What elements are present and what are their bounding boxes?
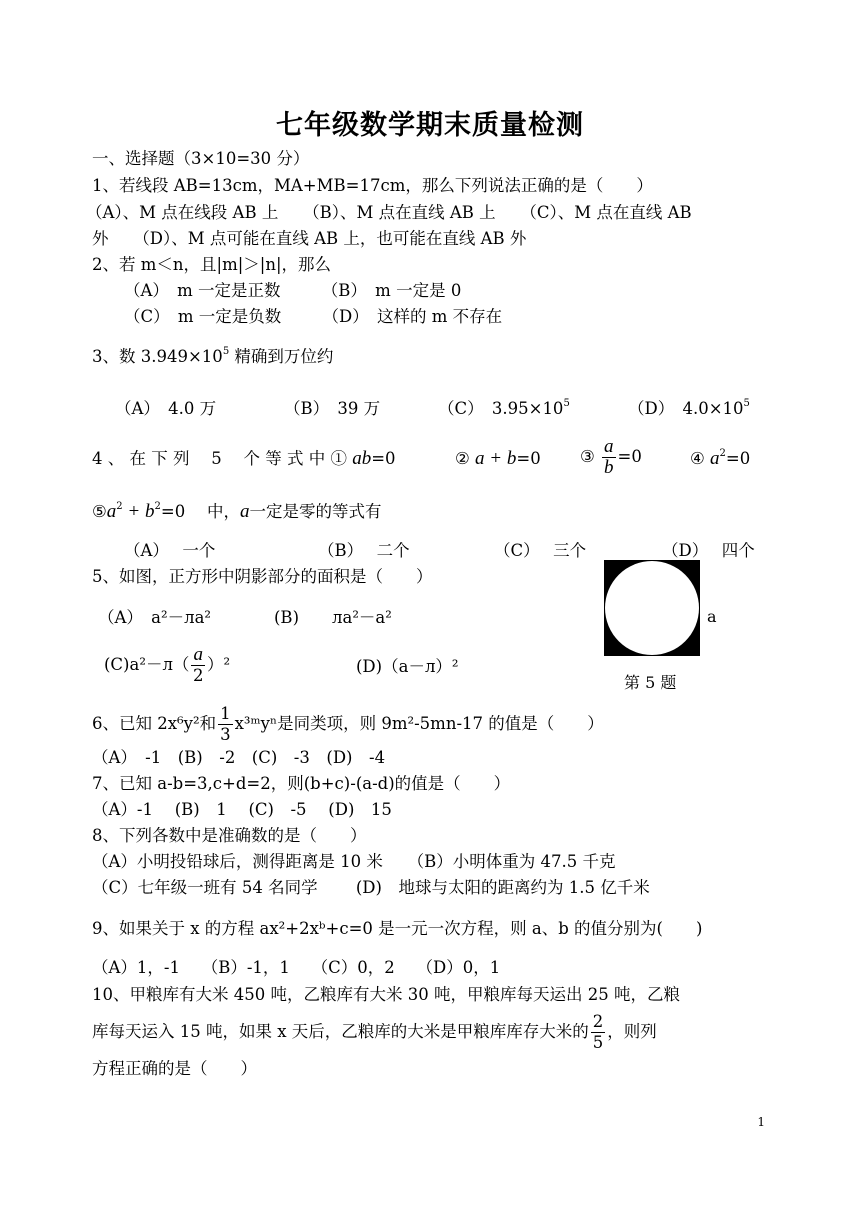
q9-stem: 9、如果关于 x 的方程 ax²+2xᵇ+c=0 是一元一次方程，则 a、b 的值分别为( )	[92, 919, 703, 938]
q3-stem: 3、数 $3.949\times 10^5$ 精确到万位约	[92, 346, 334, 366]
q5-option-c: (C)a²－л（ $\frac{a}{2}$ ）²	[104, 644, 231, 685]
q4-eq2: ② a + b=0	[455, 448, 541, 469]
q5-side-label: a	[707, 607, 717, 626]
q3-option-a: （A） 4.0 万	[115, 399, 217, 418]
q2-options-row2: （C） m 一定是负数 （D） 这样的 m 不存在	[124, 307, 503, 326]
q3-option-c: （C） $3.95\times 10^5$	[438, 398, 570, 418]
q5-option-b: (B) лa²－a²	[274, 608, 392, 627]
q9-options: （A）1，-1 （B）-1，1 （C）0，2 （D）0，1	[92, 958, 501, 977]
q7-stem: 7、已知 a-b=3,c+d=2，则(b+c)-(a-d)的值是（ ）	[92, 774, 511, 793]
q4-eq5: $⑤a^2 + b^2=0$ 中，a一定是零的等式有	[92, 501, 382, 522]
q5-circle	[605, 561, 699, 655]
q2-options-row1: （A） m 一定是正数 （B） m 一定是 0	[124, 281, 462, 300]
q4-option-b: （B） 二个	[318, 541, 410, 560]
q4-option-d: （D） 四个	[662, 541, 755, 560]
q8-options-row1: （A）小明投铅球后，测得距离是 10 米 （B）小明体重为 47.5 千克	[92, 852, 616, 871]
q3-option-d: （D） $4.0\times 10^5$	[628, 398, 750, 418]
q5-stem: 5、如图，正方形中阴影部分的面积是（ ）	[92, 567, 433, 586]
q10-line3: 方程正确的是（ ）	[92, 1059, 257, 1078]
page-title: 七年级数学期末质量检测	[276, 110, 584, 141]
q7-options: （A）-1 (B) 1 (C) -5 (D) 15	[92, 800, 392, 819]
section-heading: 一、选择题（3×10=30 分）	[92, 149, 310, 168]
q4-stem: 4 、 在 下 列 5 个 等 式 中 ① ab=0	[92, 448, 396, 469]
q1-options-line2: 外 （D）、M 点可能在直线 AB 上，也可能在直线 AB 外	[92, 229, 527, 248]
q5-option-d: (D)（a－л）²	[356, 657, 459, 676]
q4-eq3: ③ $\frac{a}{b}$ =0	[580, 436, 642, 478]
q5-square-figure	[604, 560, 700, 656]
q10-line1: 10、甲粮库有大米 450 吨，乙粮库有大米 30 吨，甲粮库每天运出 25 吨，乙粮	[92, 985, 680, 1004]
q3-option-b: （B） 39 万	[284, 399, 381, 418]
q2-stem: 2、若 m＜n，且|m|＞|n|，那么	[92, 255, 332, 274]
q1-stem: 1、若线段 AB=13cm，MA+MB=17cm，那么下列说法正确的是（ ）	[92, 176, 653, 195]
q6-stem: 6、已知 2x⁶y²和 $\frac{1}{3}$ x³ᵐyⁿ是同类项，则 9m²-5mn-17 的值是（ ）	[92, 704, 604, 744]
q1-options-line: （A）、M 点在线段 AB 上 （B）、M 点在直线 AB 上 （C）、M 点在直线 AB	[86, 203, 692, 222]
q4-option-a: （A） 一个	[124, 541, 216, 560]
q8-options-row2: （C）七年级一班有 54 名同学 (D) 地球与太阳的距离约为 1.5 亿千米	[92, 878, 650, 897]
page-number: 1	[757, 1115, 765, 1129]
q6-options: （A） -1 (B) -2 (C) -3 (D) -4	[92, 748, 386, 767]
q5-caption: 第 5 题	[624, 673, 677, 692]
q10-line2: 库每天运入 15 吨，如果 x 天后，乙粮库的大米是甲粮库库存大米的 $\frac{2}{5}$ ，则列	[92, 1012, 657, 1052]
q4-eq4: ④ $a^2=0$	[690, 448, 751, 469]
q5-option-a: （A） a²－лa²	[98, 608, 212, 627]
q8-stem: 8、下列各数中是准确数的是（ ）	[92, 826, 367, 845]
q4-option-c: （C） 三个	[494, 541, 587, 560]
